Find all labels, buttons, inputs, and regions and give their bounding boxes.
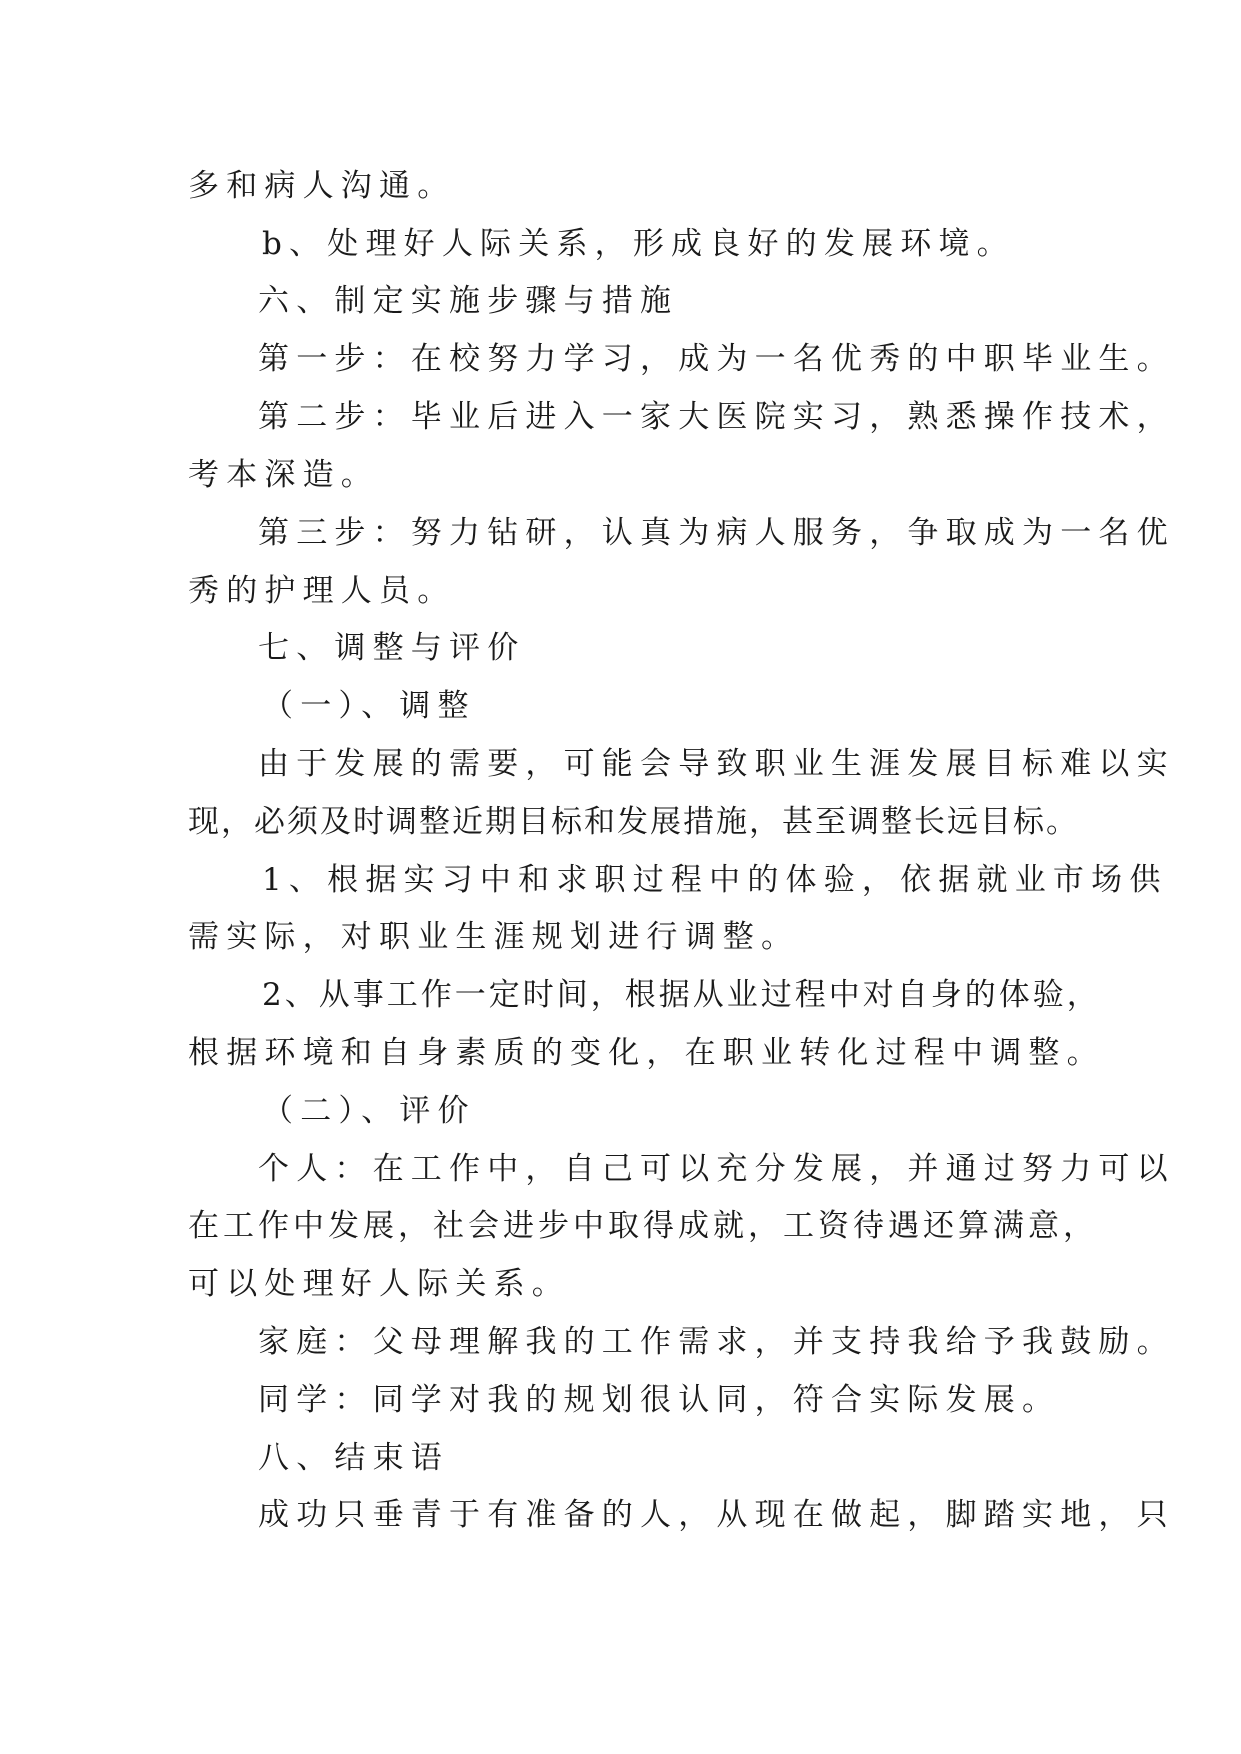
section-heading: 六、制定实施步骤与措施	[258, 283, 679, 319]
text-line: 第一步：在校努力学习，成为一名优秀的中职毕业生。	[258, 341, 1175, 377]
text-line: 第三步：努力钻研，认真为病人服务，争取成为一名优	[258, 515, 1175, 551]
text-line: 个人：在工作中，自己可以充分发展，并通过努力可以	[258, 1151, 1175, 1187]
text-line: 考本深造。	[188, 457, 379, 493]
text-line: 1、根据实习中和求职过程中的体验，依据就业市场供	[262, 862, 1168, 898]
subsection-heading: （二）、评价	[262, 1093, 476, 1129]
text-line: 秀的护理人员。	[188, 573, 456, 609]
text-line: 2、从事工作一定时间，根据从业过程中对自身的体验，	[262, 977, 1101, 1013]
text-line: 同学：同学对我的规划很认同，符合实际发展。	[258, 1382, 1061, 1418]
text-line: 在工作中发展，社会进步中取得成就，工资待遇还算满意，	[188, 1208, 1098, 1244]
text-line: 由于发展的需要，可能会导致职业生涯发展目标难以实	[258, 746, 1175, 782]
text-line: b、处理好人际关系，形成良好的发展环境。	[262, 226, 1015, 262]
text-line: 可以处理好人际关系。	[188, 1266, 570, 1302]
text-line: 成功只垂青于有准备的人，从现在做起，脚踏实地，只	[258, 1497, 1175, 1533]
section-heading: 八、结束语	[258, 1440, 449, 1476]
text-line: 现，必须及时调整近期目标和发展措施，甚至调整长远目标。	[188, 804, 1079, 840]
section-heading: 七、调整与评价	[258, 630, 526, 666]
text-line: 家庭：父母理解我的工作需求，并支持我给予我鼓励。	[258, 1324, 1175, 1360]
text-line: 多和病人沟通。	[188, 168, 456, 204]
text-line: 需实际，对职业生涯规划进行调整。	[188, 919, 800, 955]
subsection-heading: （一）、调整	[262, 688, 476, 724]
text-line: 根据环境和自身素质的变化，在职业转化过程中调整。	[188, 1035, 1105, 1071]
text-line: 第二步：毕业后进入一家大医院实习，熟悉操作技术，	[258, 399, 1175, 435]
